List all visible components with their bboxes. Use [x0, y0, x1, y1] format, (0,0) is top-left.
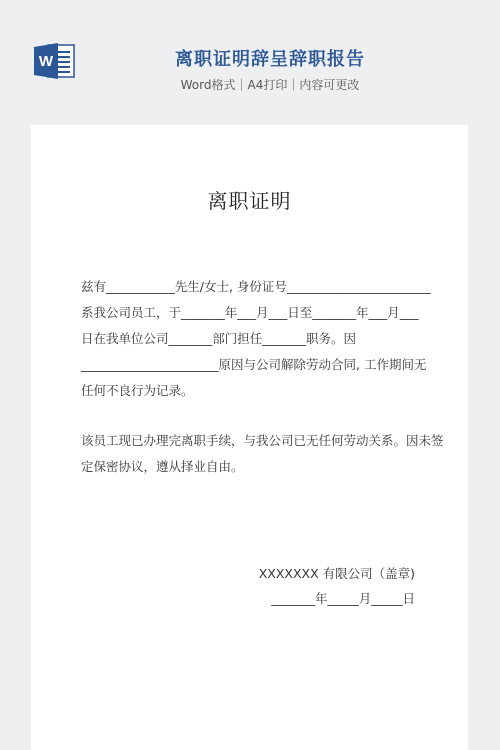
word-icon [34, 42, 76, 80]
signature-company: XXXXXXX 有限公司（盖章) [258, 566, 415, 581]
paragraph-line: 系我公司员工，于_______年___月___日至_______年___月___ [81, 305, 419, 320]
signature-date: _______年_____月_____日 [271, 591, 415, 606]
paragraph-line: 兹有___________先生/女士, 身份证号_______________________ [81, 279, 431, 294]
page-title: 离职证明辞呈辞职报告 [175, 49, 365, 70]
page-subtitle: Word格式｜A4打印｜内容可更改 [180, 78, 360, 92]
paragraph-line: 该员工现已办理完离职手续，与我公司已无任何劳动关系。因未签 [81, 433, 444, 448]
svg-text:W: W [38, 53, 54, 70]
document-title: 离职证明 [207, 189, 292, 213]
header [0, 0, 500, 125]
paragraph-line: ______________________原因与公司解除劳动合同, 工作期间无 [81, 357, 427, 372]
paragraph-line: 任何不良行为记录。 [81, 383, 194, 398]
paragraph-line: 定保密协议，遵从择业自由。 [81, 459, 244, 474]
paragraph-line: 日在我单位公司_______部门担任_______职务。因 [81, 331, 357, 346]
document-page [31, 125, 468, 750]
